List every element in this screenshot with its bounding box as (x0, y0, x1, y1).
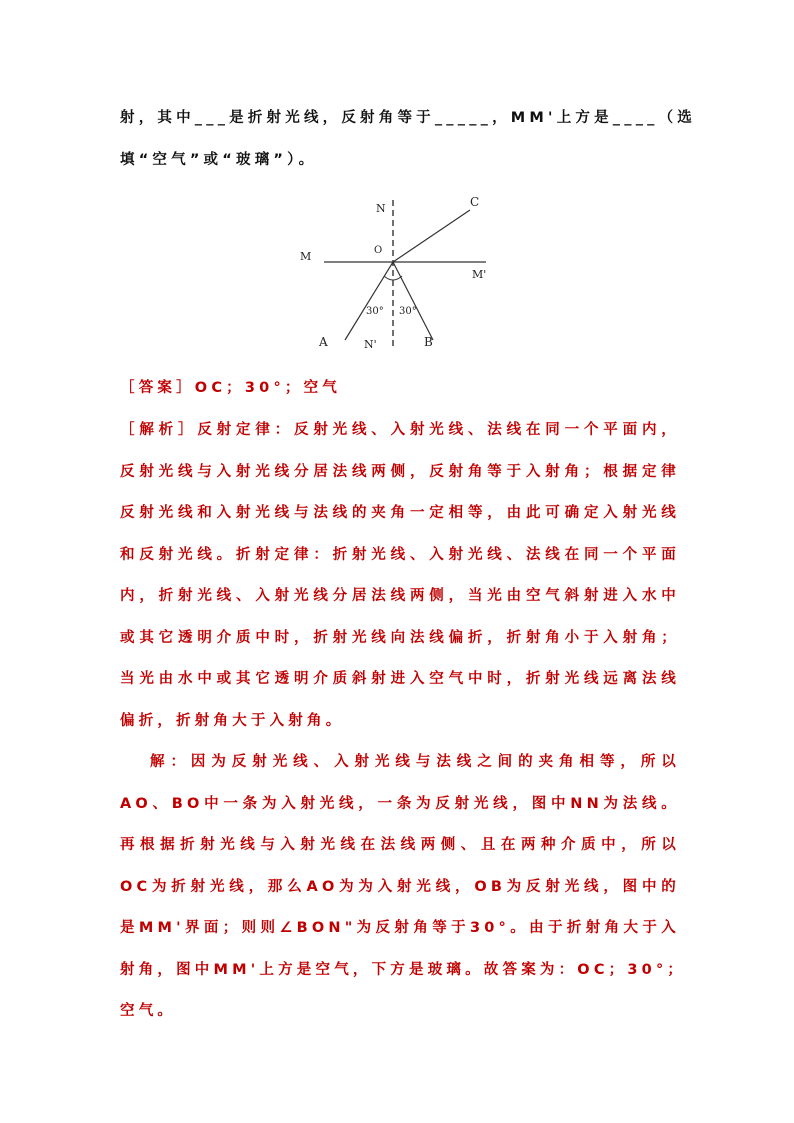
ray-ob (393, 262, 433, 340)
solution-line-1: 解：因为反射光线、入射光线与法线之间的夹角相等，所以 (150, 754, 680, 770)
label-o: O (374, 245, 383, 256)
ray-oc (393, 210, 470, 262)
solution-line-2: AO、BO中一条为入射光线，一条为反射光线，图中NN为法线。 (120, 796, 680, 812)
label-c: C (470, 195, 480, 209)
label-angle-left: 30° (366, 306, 384, 317)
analysis-line-8: 偏折，折射角大于入射角。 (120, 713, 345, 729)
optics-diagram (290, 190, 490, 350)
analysis-line-5: 内，折射光线、入射光线分居法线两侧，当光由空气斜射进入水中 (120, 588, 680, 604)
solution-line-6: 射角，图中MM'上方是空气，下方是玻璃。故答案为：OC；30°； (120, 962, 687, 978)
analysis-line-2: 反射光线与入射光线分居法线两侧，反射角等于入射角；根据定律 (120, 464, 680, 480)
angle-arc (384, 276, 402, 280)
analysis-line-3: 反射光线和入射光线与法线的夹角一定相等，由此可确定入射光线 (120, 505, 680, 521)
solution-line-7: 空气。 (120, 1003, 177, 1019)
question-line-1: 射，其中___是折射光线，反射角等于_____，MM'上方是____（选 (120, 110, 696, 126)
label-n: N (376, 202, 386, 215)
label-b: B (424, 335, 433, 349)
analysis-line-6: 或其它透明介质中时，折射光线向法线偏折，折射角小于入射角； (120, 630, 680, 646)
label-m: M (300, 250, 312, 263)
label-n-prime: N' (364, 338, 377, 350)
label-m-prime: M' (472, 268, 487, 281)
solution-line-3: 再根据折射光线与入射光线在法线两侧、且在两种介质中，所以 (120, 837, 680, 853)
solution-line-5: 是MM'界面；则则∠BON"为反射角等于30°。由于折射角大于入 (120, 920, 680, 936)
label-a: A (319, 335, 328, 349)
label-angle-right: 30° (399, 306, 417, 317)
question-line-2: 填“空气”或“玻璃”）。 (120, 152, 318, 168)
analysis-line-1: ［解析］反射定律：反射光线、入射光线、法线在同一个平面内， (120, 422, 680, 438)
answer-line: ［答案］OC；30°；空气 (120, 380, 341, 396)
solution-line-4: OC为折射光线，那么AO为为入射光线，OB为反射光线，图中的 (120, 879, 680, 895)
ray-ao (345, 262, 393, 340)
analysis-line-4: 和反射光线。折射定律：折射光线、入射光线、法线在同一个平面 (120, 547, 680, 563)
analysis-line-7: 当光由水中或其它透明介质斜射进入空气中时，折射光线远离法线 (120, 671, 680, 687)
